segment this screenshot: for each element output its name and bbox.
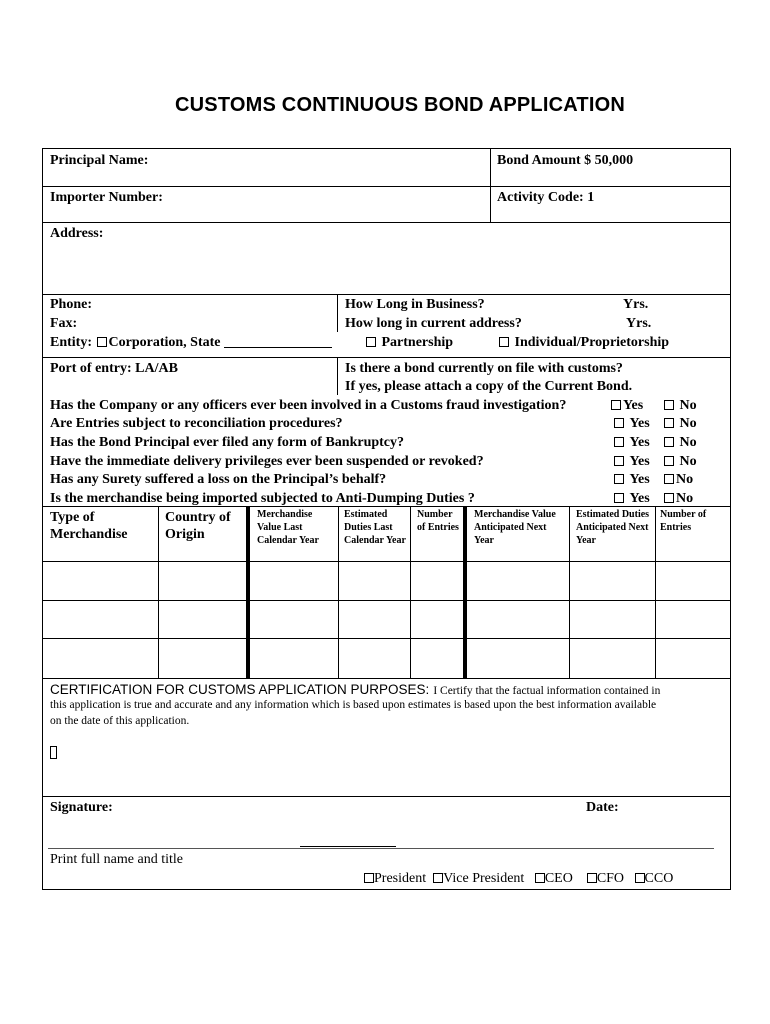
no-label: No [679,454,697,469]
question-text: Has the Bond Principal ever filed any form of Bankruptcy? [50,435,405,450]
principal-name-label: Principal Name: [50,153,149,168]
cco-checkbox[interactable] [635,873,645,883]
vice-president-label: Vice President [443,871,525,886]
partnership-option [366,335,453,351]
question-text: Are Entries subject to reconciliation procedures? [50,416,343,431]
question-text: Is the merchandise being imported subjected to Anti-Dumping Duties ? [50,491,475,506]
importer-number-field[interactable] [170,190,486,220]
no-option [664,398,697,414]
ceo-label: CEO [544,871,573,886]
entity-label: Entity: [50,335,92,350]
no-option [664,454,697,470]
corporation-checkbox[interactable] [97,337,107,347]
bond-on-file-note: If yes, please attach a copy of the Current Bond. [345,379,633,394]
individual-checkbox[interactable] [499,337,509,347]
yes-label: Yes [629,472,650,487]
table-row[interactable] [44,601,730,638]
individual-label: Individual/Proprietorship [514,335,670,350]
yes-no-group [614,472,650,488]
col-header-est-duties-last: Estimated Duties Last Calendar Year [344,509,406,546]
certification-line-1 [50,682,726,699]
president-checkbox[interactable] [364,873,374,883]
bond-amount: Bond Amount $ 50,000 [497,153,634,168]
no-option [664,491,693,507]
yes-label: Yes [623,398,644,413]
yes-label: Yes [629,435,650,450]
col-header-country: Country of Origin [165,510,231,542]
certification-text: I Certify that the factual information contained in [433,685,661,697]
title-options [364,871,673,887]
yes-checkbox[interactable] [614,437,624,447]
how-long-address-label: How long in current address? [345,316,522,331]
no-option [664,435,697,451]
certification-text: this application is true and accurate and any information which is based upon estimates is based upon the best information available [50,699,657,711]
no-label: No [679,435,697,450]
acknowledge-checkbox[interactable] [50,746,57,759]
col-header-type: Type of Merchandise [50,510,128,542]
vice-president-checkbox[interactable] [433,873,443,883]
yrs-label-2: Yrs. [626,316,652,331]
yes-label: Yes [629,416,650,431]
col-header-num-entries-last: Number of Entries [417,509,459,533]
importer-number-label: Importer Number: [50,190,163,205]
certification-text: on the date of this application. [50,715,190,727]
ceo-checkbox[interactable] [535,873,545,883]
bond-on-file-question: Is there a bond currently on file with customs? [345,361,623,376]
yes-checkbox[interactable] [614,493,624,503]
print-name-line [48,848,714,849]
yes-no-group [614,416,650,432]
no-checkbox[interactable] [664,456,674,466]
entity-row [50,335,332,351]
col-header-merch-value-next: Merchandise Value Anticipated Next Year [474,509,556,546]
no-option [664,416,697,432]
state-field[interactable] [224,335,332,348]
cco-label: CCO [644,871,674,886]
cfo-label: CFO [596,871,625,886]
page-title: CUSTOMS CONTINUOUS BOND APPLICATION [175,94,625,116]
yes-no-group [611,398,643,414]
yes-checkbox[interactable] [614,474,624,484]
question-text: Has the Company or any officers ever been involved in a Customs fraud investigation? [50,398,567,413]
no-label: No [679,398,697,413]
phone-label: Phone: [50,297,92,312]
question-text: Have the immediate delivery privileges ever been suspended or revoked? [50,454,484,469]
no-label: No [679,416,697,431]
table-row[interactable] [44,639,730,678]
col-header-merch-value-last: Merchandise Value Last Calendar Year [257,509,319,546]
yes-checkbox[interactable] [614,456,624,466]
yes-label: Yes [629,491,650,506]
no-checkbox[interactable] [664,437,674,447]
no-checkbox[interactable] [664,400,674,410]
individual-option [499,335,669,351]
no-label: No [676,472,694,487]
fax-label: Fax: [50,316,78,331]
date-label: Date: [586,800,619,815]
date-field[interactable] [628,800,726,840]
yes-no-group [614,454,650,470]
no-option [664,472,693,488]
how-long-business-label: How Long in Business? [345,297,485,312]
port-of-entry: Port of entry: LA/AB [50,361,178,376]
question-text: Has any Surety suffered a loss on the Principal’s behalf? [50,472,387,487]
activity-code: Activity Code: 1 [497,190,595,205]
president-label: President [374,871,427,886]
no-checkbox[interactable] [664,474,674,484]
signature-field[interactable] [122,800,562,840]
signature-line [300,846,396,847]
col-header-num-entries-next: Number of Entries [660,509,707,533]
certification-title: CERTIFICATION FOR CUSTOMS APPLICATION PURPOSES: [50,682,430,697]
no-label: No [676,491,694,506]
yes-no-group [614,491,650,507]
yes-checkbox[interactable] [611,400,621,410]
yes-no-group [614,435,650,451]
no-checkbox[interactable] [664,418,674,428]
signature-label: Signature: [50,800,113,815]
partnership-label: Partnership [381,335,454,350]
yes-checkbox[interactable] [614,418,624,428]
address-label: Address: [50,226,104,241]
address-field[interactable] [50,244,726,292]
corporation-label: Corporation, State [108,335,221,350]
partnership-checkbox[interactable] [366,337,376,347]
col-header-est-duties-next: Estimated Duties Anticipated Next Year [576,509,650,546]
yes-label: Yes [629,454,650,469]
no-checkbox[interactable] [664,493,674,503]
table-row[interactable] [44,562,730,600]
print-name-label: Print full name and title [50,852,183,867]
cfo-checkbox[interactable] [587,873,597,883]
yrs-label-1: Yrs. [623,297,649,312]
principal-name-field[interactable] [50,170,486,185]
